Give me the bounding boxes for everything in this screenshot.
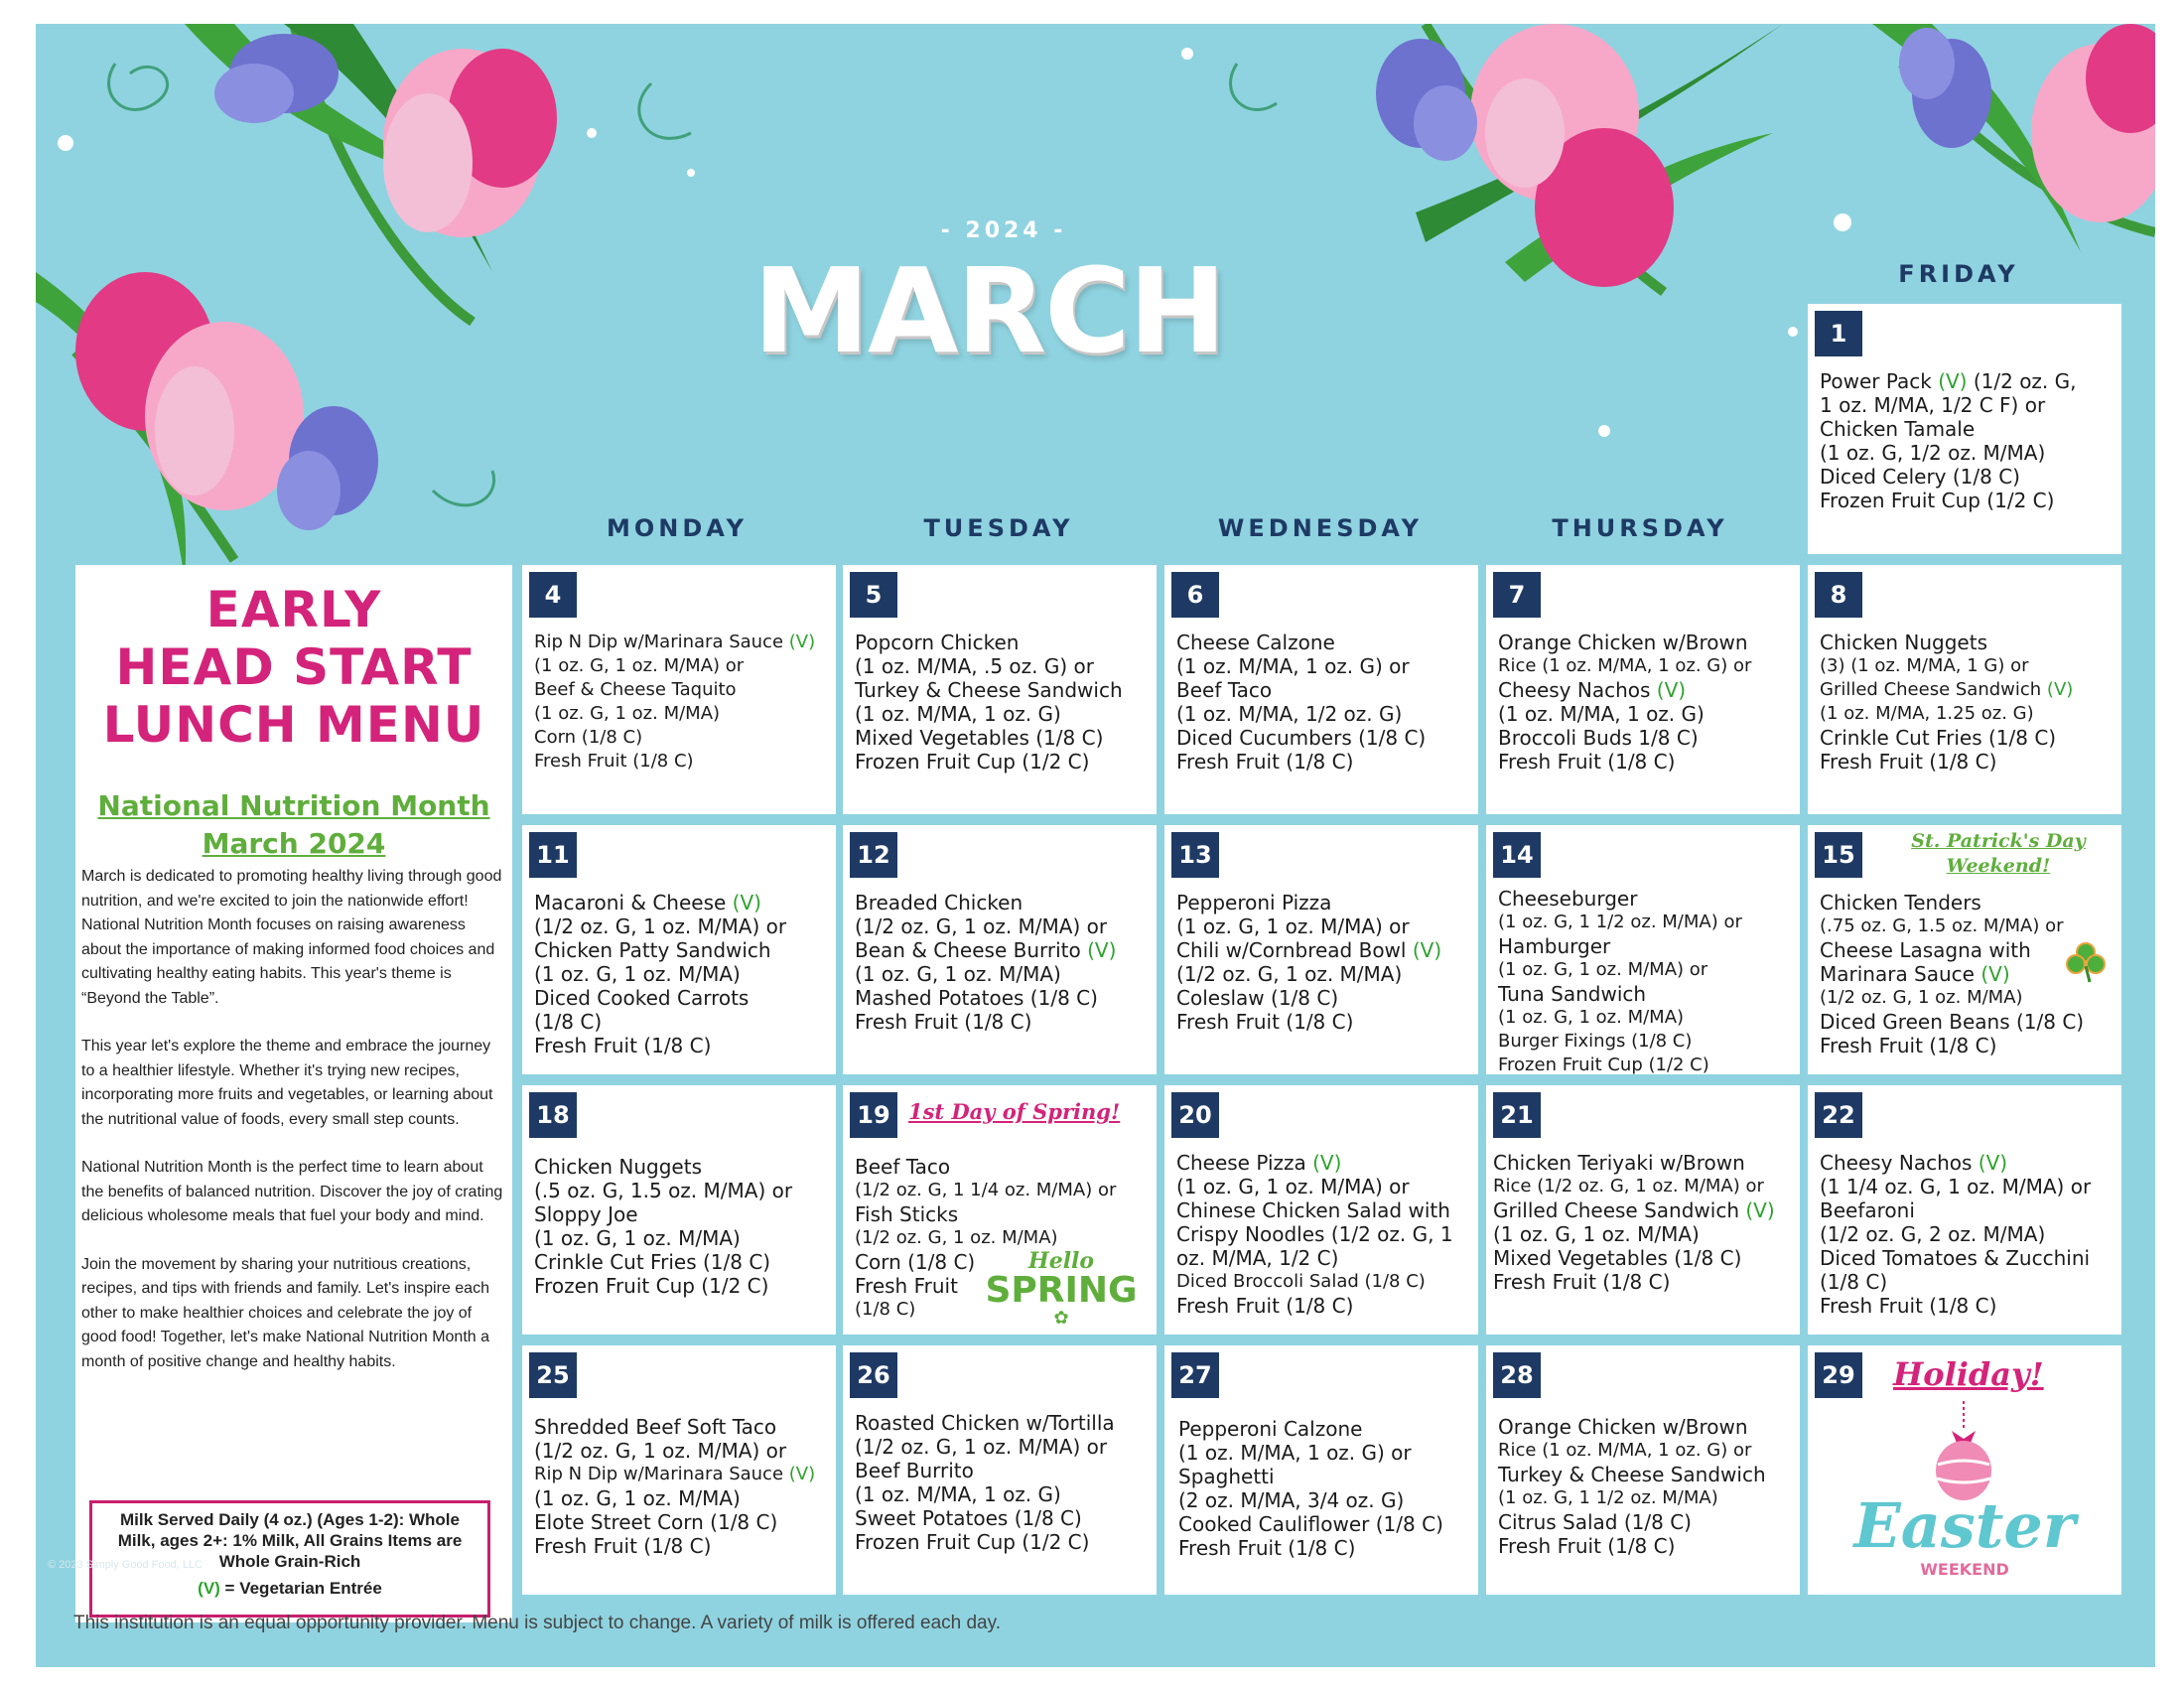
date-number: 1: [1815, 311, 1862, 356]
menu-text: [855, 631, 1151, 774]
menu-line: Fresh Fruit (1/8 C): [1176, 750, 1354, 774]
menu-line: (.5 oz. G, 1.5 oz. M/MA) or: [534, 1179, 793, 1202]
menu-line: Elote Street Corn (1/8 C): [534, 1510, 778, 1534]
menu-text: [855, 1411, 1151, 1554]
menu-line: Fish Sticks: [855, 1202, 959, 1226]
menu-line: Frozen Fruit Cup (1/2 C): [855, 1530, 1090, 1554]
day-cell-13: [1164, 825, 1478, 1074]
hello-spring-graphic: [982, 1250, 1141, 1328]
menu-line: Power Pack (V) (1/2 oz. G,: [1820, 369, 2077, 393]
menu-line: Fresh Fruit (1/8 C): [1176, 1010, 1354, 1034]
day-cell-15: [1808, 825, 2121, 1074]
menu-line: Spaghetti: [1178, 1465, 1275, 1488]
date-number: 29: [1815, 1352, 1862, 1398]
date-number: 7: [1493, 572, 1541, 618]
intro-paragraph: Join the movement by sharing your nutritious creations, recipes, and tips with friends and family. Let's inspire each other to make healthier choices and celebrate the joy of good food! Together, let's make National Nutrition Month a month of positive change and healthy habits.: [81, 1255, 490, 1370]
menu-line: Pepperoni Calzone: [1178, 1417, 1363, 1441]
menu-line: (1 oz. G, 1 oz. M/MA) or: [1176, 914, 1410, 938]
menu-line: (1 oz. G, 1 oz. M/MA): [534, 703, 721, 724]
menu-line: (1 oz. M/MA, 1.25 oz. G): [1820, 703, 2034, 724]
menu-text: [1493, 1151, 1794, 1294]
easter-text: Easter: [1853, 1489, 2076, 1562]
menu-line: Rice (1/2 oz. G, 1 oz. M/MA) or: [1493, 1176, 1764, 1196]
date-number: 25: [529, 1352, 577, 1398]
vegetarian-mark: (V): [788, 1464, 816, 1484]
menu-line: (1 oz. G, 1 oz. M/MA) or: [534, 655, 745, 676]
menu-line: Broccoli Buds 1/8 C): [1498, 726, 1699, 750]
menu-line: Chicken Patty Sandwich: [534, 938, 771, 962]
month-title: MARCH: [752, 242, 1225, 379]
menu-line: Mixed Vegetables (1/8 C): [855, 726, 1104, 750]
menu-line: Chinese Chicken Salad with: [1176, 1198, 1450, 1222]
menu-line: Fresh Fruit (1/8 C): [1493, 1270, 1671, 1294]
vegetarian-mark: (V): [1412, 938, 1442, 962]
menu-line: Chicken Nuggets: [534, 1155, 702, 1179]
menu-line: Macaroni & Cheese (V): [534, 891, 761, 914]
menu-line: Cheeseburger: [1498, 887, 1638, 911]
flower-icon: ✿: [1053, 1308, 1069, 1329]
menu-line: (1/2 oz. G, 1 oz. M/MA) or: [855, 1435, 1108, 1459]
menu-text: [534, 891, 830, 1057]
menu-line: Fresh Fruit (1/8 C): [1820, 750, 1997, 774]
menu-line: Burger Fixings (1/8 C): [1498, 1031, 1693, 1052]
day-cell-18: [522, 1085, 836, 1335]
day-header-thursday: THURSDAY: [1552, 514, 1728, 542]
menu-line: Sloppy Joe: [534, 1202, 638, 1226]
menu-line: Fresh Fruit (1/8 C): [1178, 1536, 1356, 1560]
menu-line: Fresh Fruit (1/8 C): [534, 1534, 712, 1558]
menu-line: Citrus Salad (1/8 C): [1498, 1510, 1692, 1534]
menu-line: (1/2 oz. G, 1 oz. M/MA): [1176, 962, 1403, 986]
vegetarian-mark: (V): [788, 632, 816, 652]
menu-line: Breaded Chicken: [855, 891, 1024, 914]
menu-line: Cooked Cauliflower (1/8 C): [1178, 1512, 1443, 1536]
day-cell-27: [1164, 1345, 1478, 1595]
banner-line: St. Patrick's Day: [1911, 830, 2086, 852]
menu-line: (1 oz. M/MA, .5 oz. G) or: [855, 654, 1094, 678]
date-number: 28: [1493, 1352, 1541, 1398]
menu-text: [1498, 631, 1794, 774]
menu-line: Rice (1 oz. M/MA, 1 oz. G) or: [1498, 1440, 1752, 1461]
menu-line: Fresh Fruit (1/8 C): [1176, 1294, 1354, 1318]
vegetarian-mark: (V): [1938, 369, 1968, 393]
intro-text: [81, 865, 506, 1398]
vegetarian-mark: (V): [1980, 962, 2010, 986]
menu-line: Hamburger: [1498, 934, 1611, 958]
date-number: 14: [1493, 832, 1541, 878]
veg-legend-text: = Vegetarian Entrée: [219, 1579, 382, 1598]
day-cell-28: [1486, 1345, 1800, 1595]
day-cell-26: [843, 1345, 1157, 1595]
holiday-banner: Holiday!: [1893, 1355, 2044, 1393]
vegetarian-mark: (V): [1312, 1151, 1342, 1175]
menu-line: Frozen Fruit Cup (1/2 C): [855, 750, 1090, 774]
date-number: 4: [529, 572, 577, 618]
day-cell-21: [1486, 1085, 1800, 1335]
day-cell-14: [1486, 825, 1800, 1074]
menu-line: (1/2 oz. G, 1 oz. M/MA) or: [534, 914, 787, 938]
menu-line: Beef Taco: [1176, 678, 1273, 702]
menu-line: (1 oz. G, 1 oz. M/MA): [1493, 1222, 1700, 1246]
date-number: 13: [1171, 832, 1219, 878]
vegetarian-mark: (V): [2046, 679, 2074, 700]
menu-line: (1 oz. G, 1 oz. M/MA): [534, 1226, 741, 1250]
menu-line: Cheese Lasagna with: [1820, 938, 2031, 962]
title-line: EARLY: [205, 581, 382, 638]
menu-line: Diced Tomatoes & Zucchini: [1820, 1246, 2091, 1270]
menu-line: (1/8 C): [855, 1299, 916, 1320]
menu-line: Cheese Calzone: [1176, 631, 1335, 654]
day-cell-11: [522, 825, 836, 1074]
day-cell-4: [522, 565, 836, 814]
menu-line: Fresh Fruit (1/8 C): [534, 1034, 712, 1057]
day-cell-8: [1808, 565, 2121, 814]
menu-line: Orange Chicken w/Brown: [1498, 631, 1748, 654]
veg-mark: (V): [198, 1579, 220, 1598]
menu-line: Corn (1/8 C): [534, 727, 643, 748]
menu-line: (1 oz. G, 1 oz. M/MA): [855, 962, 1061, 986]
menu-line: Cheesy Nachos (V): [1498, 678, 1687, 702]
menu-line: Diced Green Beans (1/8 C): [1820, 1010, 2085, 1034]
menu-line: Diced Broccoli Salad (1/8 C): [1176, 1271, 1426, 1292]
menu-line: (1 oz. G, 1 oz. M/MA): [534, 1486, 741, 1510]
date-number: 27: [1171, 1352, 1219, 1398]
menu-line: Pepperoni Pizza: [1176, 891, 1332, 914]
title-line: HEAD START: [115, 638, 473, 696]
date-number: 18: [529, 1092, 577, 1138]
day-header-tuesday: TUESDAY: [923, 514, 1074, 542]
menu-line: Turkey & Cheese Sandwich: [855, 678, 1123, 702]
menu-line: Frozen Fruit Cup (1/2 C): [1498, 1055, 1709, 1075]
menu-text: [534, 1155, 830, 1298]
vegetarian-mark: (V): [1745, 1198, 1775, 1222]
menu-line: Fresh Fruit (1/8 C): [1820, 1034, 1997, 1057]
shamrock-icon: [2064, 940, 2108, 984]
menu-line: Fresh Fruit (1/8 C): [1820, 1294, 1997, 1318]
menu-line: Marinara Sauce (V): [1820, 962, 2010, 986]
menu-line: Cheese Pizza (V): [1176, 1151, 1342, 1175]
date-number: 12: [850, 832, 897, 878]
menu-line: (1/2 oz. G, 1 1/4 oz. M/MA) or: [855, 1180, 1117, 1200]
menu-line: Cheesy Nachos (V): [1820, 1151, 2008, 1175]
menu-line: Grilled Cheese Sandwich (V): [1493, 1198, 1775, 1222]
menu-text: [1176, 1151, 1472, 1318]
menu-line: Frozen Fruit Cup (1/2 C): [534, 1274, 769, 1298]
menu-line: Tuna Sandwich: [1498, 982, 1647, 1006]
day-header-friday: FRIDAY: [1898, 260, 2019, 288]
day-cell-22: [1808, 1085, 2121, 1335]
day-cell-20: [1164, 1085, 1478, 1335]
date-number: 21: [1493, 1092, 1541, 1138]
menu-line: Beef Burrito: [855, 1459, 974, 1482]
first-day-of-spring-banner: 1st Day of Spring!: [908, 1099, 1121, 1124]
menu-line: Bean & Cheese Burrito (V): [855, 938, 1117, 962]
menu-line: (1/2 oz. G, 1 oz. M/MA): [855, 1227, 1058, 1248]
menu-line: Diced Cucumbers (1/8 C): [1176, 726, 1427, 750]
day-cell-7: [1486, 565, 1800, 814]
day-cell-5: [843, 565, 1157, 814]
subtitle-nutrition-month: National Nutrition Month: [97, 789, 490, 822]
menu-line: Fresh Fruit (1/8 C): [1498, 1534, 1676, 1558]
day-cell-19: [843, 1085, 1157, 1335]
intro-paragraph: This year let's explore the theme and embrace the journey to a healthier lifestyle. Whether it's trying new recipes, incorporating more fruits and vegetables, or learning about the nutritional value of foods, every small step counts.: [81, 1038, 493, 1128]
menu-line: (.75 oz. G, 1.5 oz. M/MA) or: [1820, 915, 2064, 936]
menu-line: (1 1/4 oz. G, 1 oz. M/MA) or: [1820, 1175, 2092, 1198]
vegetarian-mark: (V): [732, 891, 761, 914]
vegetarian-mark: (V): [1978, 1151, 2008, 1175]
date-number: 20: [1171, 1092, 1219, 1138]
day-header-wednesday: WEDNESDAY: [1217, 514, 1424, 542]
footer-disclaimer: This institution is an equal opportunity provider. Menu is subject to change. A variety of milk is offered each day.: [73, 1613, 1001, 1633]
menu-line: (1/8 C): [534, 1010, 603, 1034]
menu-line: Shredded Beef Soft Taco: [534, 1415, 777, 1439]
menu-line: Beef & Cheese Taquito: [534, 679, 737, 700]
day-header-monday: MONDAY: [607, 514, 748, 542]
menu-text: [1820, 631, 2116, 774]
menu-line: Fresh Fruit: [855, 1274, 958, 1298]
menu-line: oz. M/MA, 1/2 C): [1176, 1246, 1339, 1270]
easter-egg-icon: [1919, 1401, 2008, 1500]
menu-line: (1 oz. G, 1 oz. M/MA) or: [1498, 959, 1708, 980]
menu-line: (1 oz. M/MA, 1 oz. G) or: [1176, 654, 1410, 678]
menu-line: (1/2 oz. G, 1 oz. M/MA): [1820, 987, 2023, 1008]
vegetarian-mark: (V): [1656, 678, 1687, 702]
date-number: 19: [850, 1092, 897, 1138]
menu-line: Beef Taco: [855, 1155, 951, 1179]
menu-line: Fresh Fruit (1/8 C): [1498, 750, 1676, 774]
menu-line: (1 oz. G, 1 oz. M/MA): [1498, 1007, 1685, 1028]
menu-line: Crinkle Cut Fries (1/8 C): [534, 1250, 771, 1274]
menu-line: Grilled Cheese Sandwich (V): [1820, 679, 2074, 700]
day-cell-25: [522, 1345, 836, 1595]
subtitle-date: March 2024: [202, 827, 386, 860]
menu-line: Beefaroni: [1820, 1198, 1915, 1222]
menu-line: (1 oz. M/MA, 1 oz. G): [855, 702, 1061, 726]
menu-line: (1 oz. M/MA, 1/2 oz. G): [1176, 702, 1403, 726]
menu-line: Fresh Fruit (1/8 C): [534, 751, 694, 772]
menu-line: Corn (1/8 C): [855, 1250, 976, 1274]
menu-line: Chicken Nuggets: [1820, 631, 1987, 654]
st-patricks-banner: [1879, 829, 2117, 879]
menu-line: Coleslaw (1/8 C): [1176, 986, 1339, 1010]
year-label: - 2024 -: [940, 218, 1067, 243]
menu-line: (1 oz. M/MA, 1 oz. G): [1498, 702, 1705, 726]
date-number: 15: [1815, 832, 1862, 878]
date-number: 22: [1815, 1092, 1862, 1138]
menu-line: Mashed Potatoes (1/8 C): [855, 986, 1098, 1010]
menu-line: (1/2 oz. G, 1 oz. M/MA) or: [855, 914, 1108, 938]
weekend-text: WEEKEND: [1920, 1560, 2009, 1579]
intro-paragraph: National Nutrition Month is the perfect time to learn about the benefits of balanced nutrition. Discover the joy of crating delicious wholesome meals that fuel your body and mind.: [81, 1159, 503, 1224]
menu-text: [1498, 887, 1794, 1077]
menu-line: (1/8 C): [1820, 1270, 1888, 1294]
menu-text: [1176, 891, 1472, 1034]
menu-line: Chicken Tamale: [1820, 417, 1976, 441]
milk-info-text: Milk Served Daily (4 oz.) (Ages 1-2): Whole Milk, ages 2+: 1% Milk, All Grains Items are Whole Grain-Rich: [117, 1510, 463, 1571]
menu-line: (1 oz. G, 1 1/2 oz. M/MA) or: [1498, 912, 1742, 932]
menu-text: [534, 631, 830, 774]
menu-text: [534, 1415, 830, 1558]
date-number: 5: [850, 572, 897, 618]
menu-line: Crispy Noodles (1/2 oz. G, 1: [1176, 1222, 1453, 1246]
menu-text: [1820, 1151, 2116, 1318]
menu-text: [1176, 631, 1472, 774]
menu-line: Rip N Dip w/Marinara Sauce (V): [534, 632, 816, 652]
day-cell-1: [1808, 304, 2121, 554]
title-line: LUNCH MENU: [102, 696, 485, 754]
menu-line: (2 oz. M/MA, 3/4 oz. G): [1178, 1488, 1405, 1512]
menu-line: Chicken Teriyaki w/Brown: [1493, 1151, 1745, 1175]
date-number: 8: [1815, 572, 1862, 618]
menu-line: Popcorn Chicken: [855, 631, 1020, 654]
menu-line: Orange Chicken w/Brown: [1498, 1415, 1748, 1439]
menu-line: (1/2 oz. G, 1 oz. M/MA) or: [534, 1439, 787, 1463]
copyright-text: © 2023 Simply Good Food, LLC: [48, 1559, 204, 1571]
menu-line: (1 oz. G, 1 1/2 oz. M/MA): [1498, 1487, 1718, 1508]
vegetarian-mark: (V): [1087, 938, 1117, 962]
menu-line: (1 oz. G, 1/2 oz. M/MA): [1820, 441, 2046, 465]
menu-info-panel: [75, 565, 512, 1622]
date-number: 11: [529, 832, 577, 878]
menu-line: Diced Celery (1/8 C): [1820, 465, 2020, 489]
menu-line: Fresh Fruit (1/8 C): [855, 1010, 1032, 1034]
menu-line: Roasted Chicken w/Tortilla: [855, 1411, 1115, 1435]
menu-line: Rip N Dip w/Marinara Sauce (V): [534, 1464, 816, 1484]
menu-line: Turkey & Cheese Sandwich: [1498, 1463, 1766, 1486]
menu-line: 1 oz. M/MA, 1/2 C F) or: [1820, 393, 2046, 417]
menu-line: Sweet Potatoes (1/8 C): [855, 1506, 1082, 1530]
menu-text: [1498, 1415, 1794, 1558]
vegetarian-legend: [92, 1578, 487, 1599]
menu-line: Diced Cooked Carrots: [534, 986, 750, 1010]
day-cell-6: [1164, 565, 1478, 814]
menu-line: (1/2 oz. G, 2 oz. M/MA): [1820, 1222, 2046, 1246]
spring-text: SPRING: [985, 1270, 1138, 1311]
menu-title: [75, 581, 512, 754]
menu-text: [1178, 1417, 1472, 1560]
menu-line: (1 oz. M/MA, 1 oz. G): [855, 1482, 1061, 1506]
menu-line: Frozen Fruit Cup (1/2 C): [1820, 489, 2055, 512]
menu-line: (1 oz. G, 1 oz. M/MA) or: [1176, 1175, 1410, 1198]
menu-line: (1 oz. M/MA, 1 oz. G) or: [1178, 1441, 1412, 1465]
menu-line: Crinkle Cut Fries (1/8 C): [1820, 726, 2057, 750]
menu-text: [855, 891, 1151, 1034]
day-cell-12: [843, 825, 1157, 1074]
banner-line: Weekend!: [1946, 855, 2051, 877]
calendar-page: [36, 24, 2155, 1667]
intro-paragraph: March is dedicated to promoting healthy living through good nutrition, and we're excited to join the nationwide effort! National Nutrition Month focuses on raising awareness about the importance of making informed food choices and cultivating healthy eating habits. This year's theme is “Beyond the Table”.: [81, 868, 502, 1007]
menu-text: [1820, 369, 2116, 512]
menu-line: (3) (1 oz. M/MA, 1 G) or: [1820, 655, 2029, 676]
day-cell-29: [1808, 1345, 2121, 1595]
menu-line: Mixed Vegetables (1/8 C): [1493, 1246, 1742, 1270]
menu-line: Chicken Tenders: [1820, 891, 1981, 914]
menu-line: Chili w/Cornbread Bowl (V): [1176, 938, 1442, 962]
menu-line: Rice (1 oz. M/MA, 1 oz. G) or: [1498, 655, 1752, 676]
menu-line: (1 oz. G, 1 oz. M/MA): [534, 962, 741, 986]
hello-text: Hello: [1027, 1248, 1095, 1274]
date-number: 26: [850, 1352, 897, 1398]
date-number: 6: [1171, 572, 1219, 618]
